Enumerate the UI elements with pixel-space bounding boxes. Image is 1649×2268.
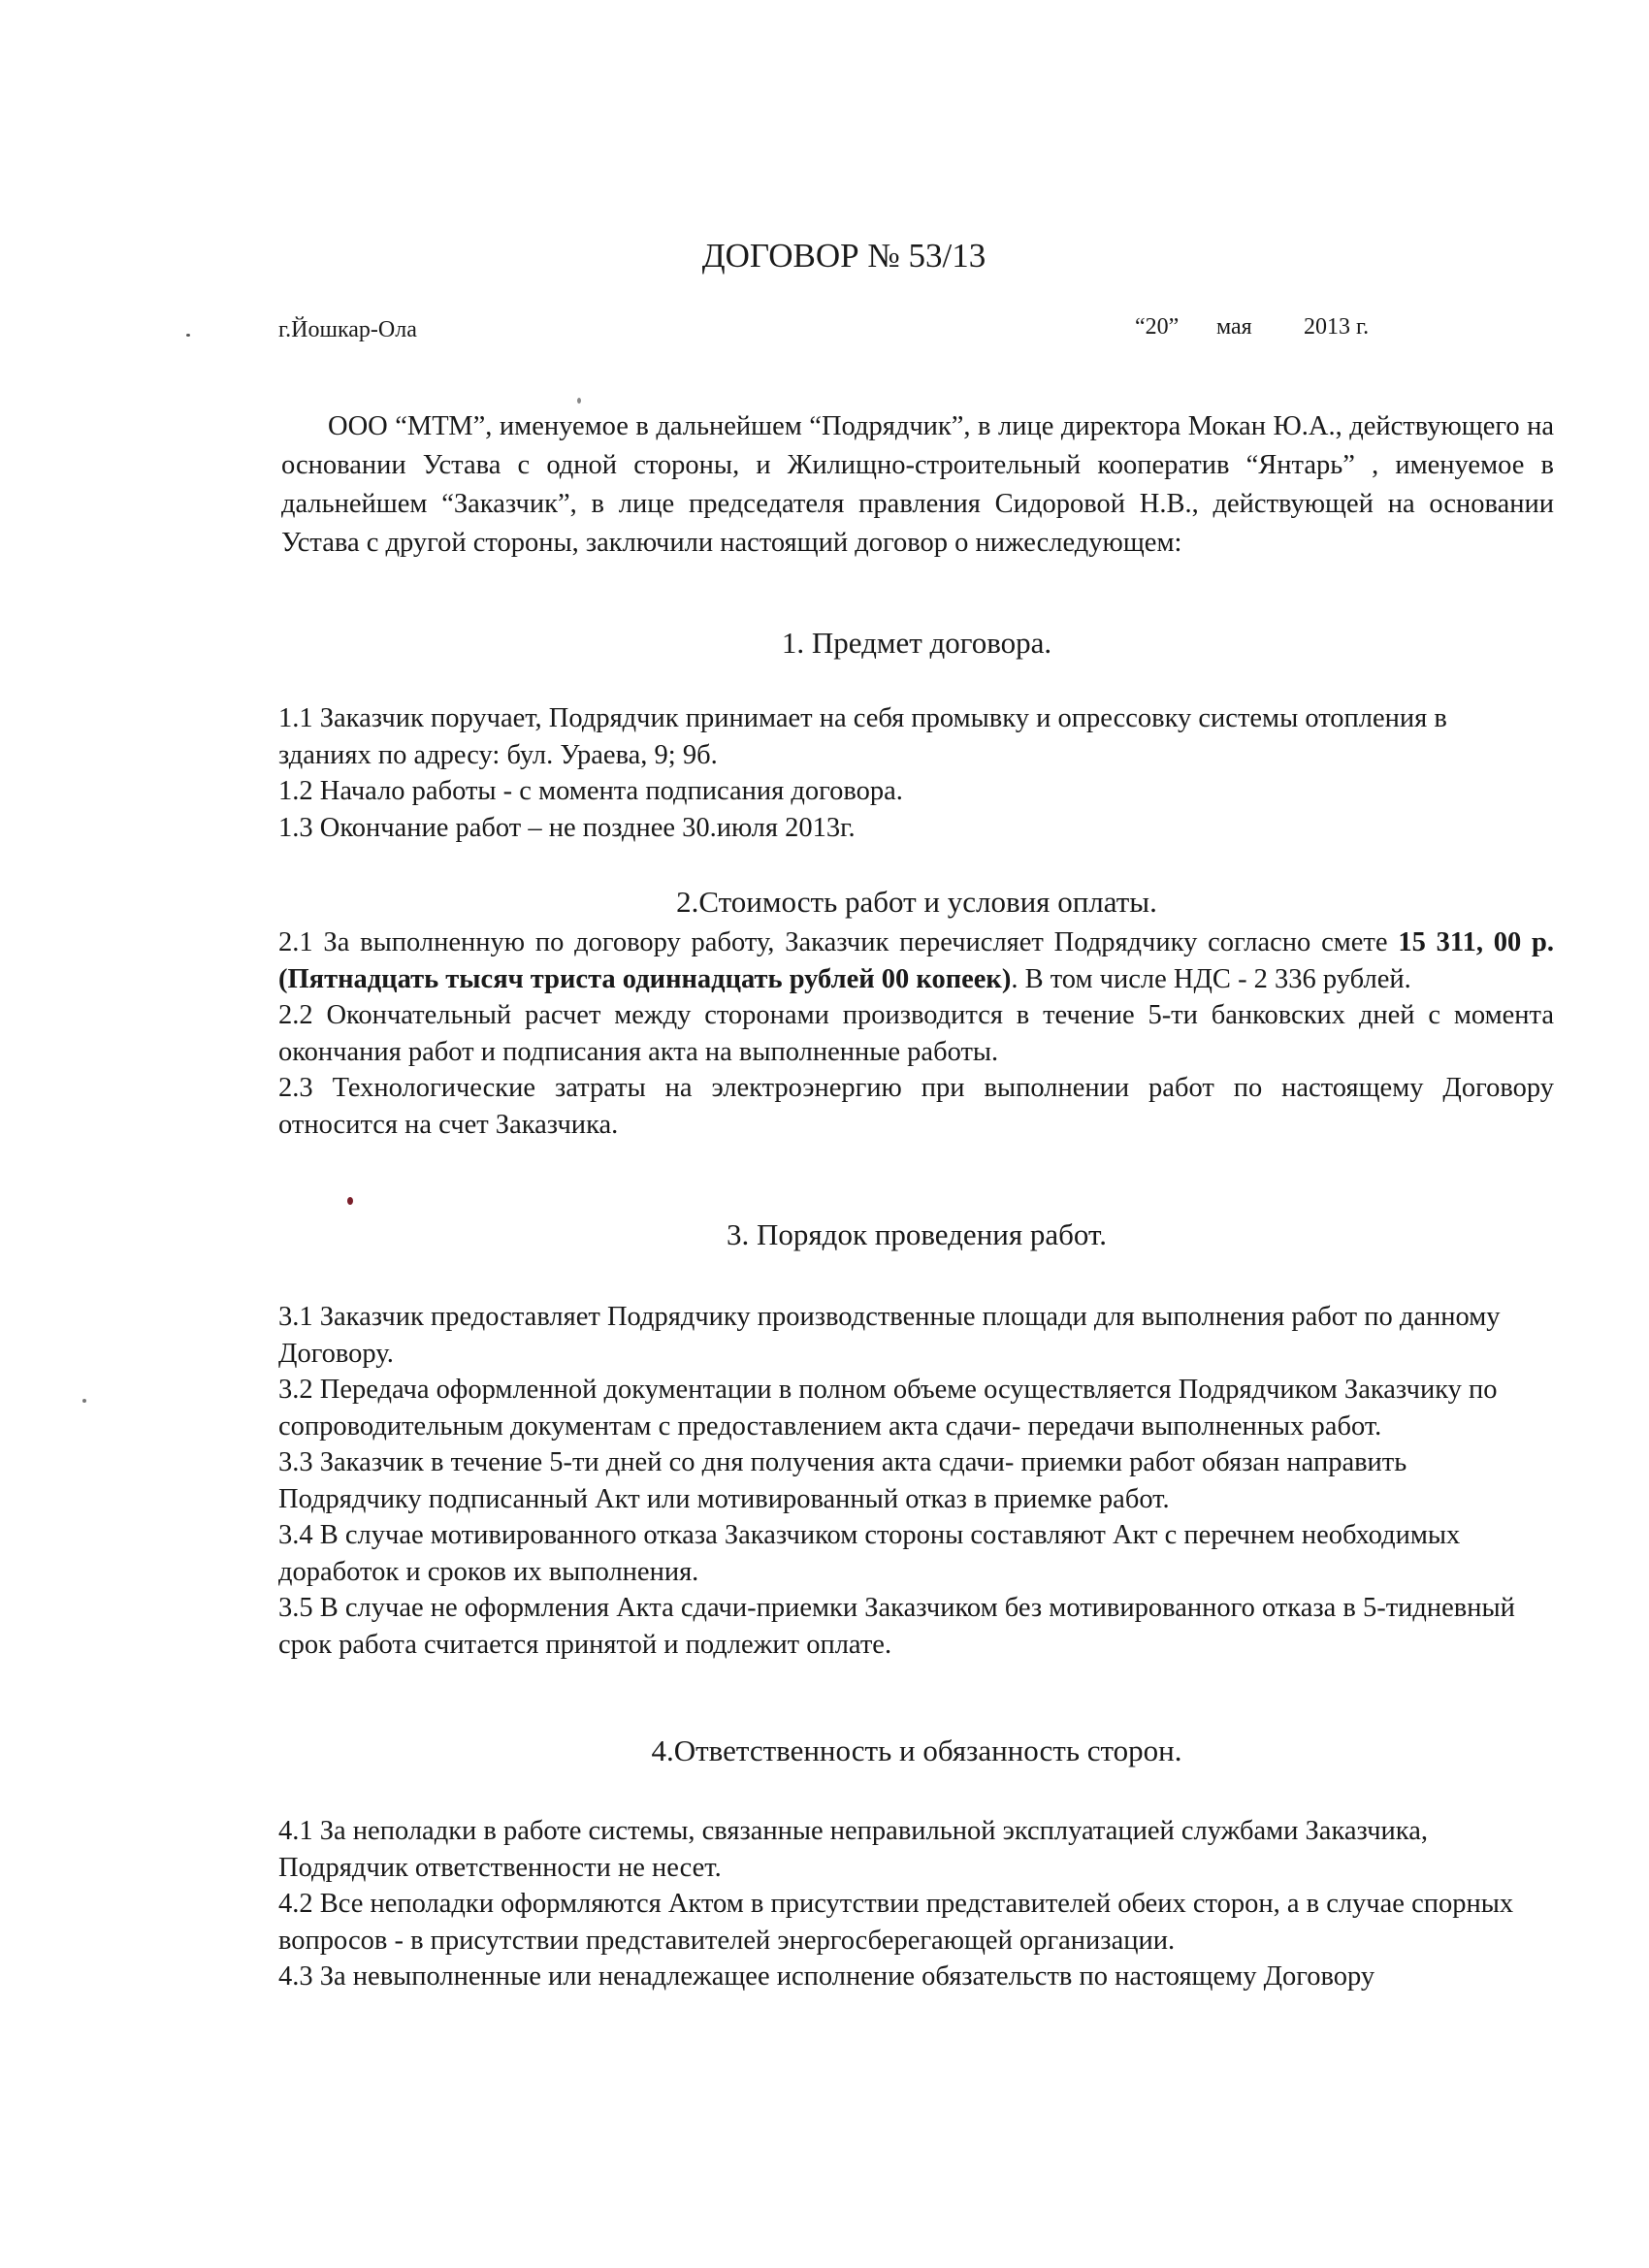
date-year: 2013 г. bbox=[1304, 314, 1370, 340]
clause-4-3: 4.3 За невыполненные или ненадлежащее исполнение обязательств по настоящему Договору bbox=[278, 1961, 1375, 1992]
clause-4-2: 4.2 Все неполадки оформляются Актом в присутствии представителей обеих сторон, а в случае спорных вопросов - в присутствии представителей энергосберегающей организации. bbox=[278, 1889, 1514, 1956]
section-4-title: 4.Ответственность и обязанность сторон. bbox=[651, 1733, 1182, 1767]
clause-2-1-tail: . В том числе НДС - 2 336 рублей. bbox=[1011, 963, 1411, 994]
section-1-body bbox=[278, 700, 1471, 846]
scan-speck bbox=[82, 1399, 86, 1403]
clause-1-3: 1.3 Окончание работ – не позднее 30.июля 2013г. bbox=[278, 812, 856, 843]
clause-1-1: 1.1 Заказчик поручает, Подрядчик принимает на себя промывку и опрессовку системы отопления в зданиях по адресу: бул. Ураева, 9; 9б. bbox=[278, 703, 1447, 770]
section-2-title: 2.Стоимость работ и условия оплаты. bbox=[676, 885, 1157, 919]
date-month: мая bbox=[1216, 314, 1252, 340]
clause-2-3: 2.3 Технологические затраты на электроэнергию при выполнении работ по настоящему Договору относится на счет Заказчика. bbox=[278, 1073, 1554, 1140]
clause-3-4: 3.4 В случае мотивированного отказа Заказчиком стороны составляют Акт с перечнем необходимых доработок и сроков их выполнения. bbox=[278, 1520, 1461, 1587]
contract-preamble: ООО “МТМ”, именуемое в дальнейшем “Подрядчик”, в лице директора Мокан Ю.А., действующего на основании Устава с одной стороны, и Жилищно-строительный кооператив “Янтарь” , именуемое в дальнейшем “Заказчик”, в лице председателя правления Сидоровой Н.В., действующей на основании Устава с другой стороны, заключили настоящий договор о нижеследующем: bbox=[281, 411, 1554, 558]
section-1-title: 1. Предмет договора. bbox=[781, 626, 1052, 660]
section-3-body bbox=[278, 1299, 1554, 1663]
clause-3-2: 3.2 Передача оформленной документации в полном объеме осуществляется Подрядчиком Заказчику по сопроводительным документам с предоставлением акта сдачи- передачи выполненных работ. bbox=[278, 1375, 1498, 1442]
scan-speck bbox=[347, 1197, 353, 1205]
scan-speck bbox=[577, 398, 581, 404]
clause-3-3: 3.3 Заказчик в течение 5-ти дней со дня получения акта сдачи- приемки работ обязан направить Подрядчику подписанный Акт или мотивированный отказ в приемке работ. bbox=[278, 1447, 1407, 1514]
clause-2-1-lead: 2.1 За выполненную по договору работу, Заказчик перечисляет Подрядчику согласно смете bbox=[278, 927, 1388, 957]
clause-2-2: 2.2 Окончательный расчет между сторонами производится в течение 5-ти банковских дней с момента окончания работ и подписания акта на выполненные работы. bbox=[278, 1000, 1554, 1067]
clause-4-1: 4.1 За неполадки в работе системы, связанные неправильной эксплуатацией службами Заказчика, Подрядчик ответственности не несет. bbox=[278, 1816, 1428, 1883]
date-day: “20” bbox=[1135, 314, 1180, 340]
clause-3-5: 3.5 В случае не оформления Акта сдачи-приемки Заказчиком без мотивированного отказа в 5-тидневный срок работа считается принятой и подлежит оплате. bbox=[278, 1593, 1515, 1660]
section-4-body bbox=[278, 1813, 1559, 1995]
clause-1-2: 1.2 Начало работы - с момента подписания договора. bbox=[278, 776, 903, 806]
section-3-title: 3. Порядок проведения работ. bbox=[727, 1217, 1107, 1251]
clause-2-1 bbox=[278, 924, 1554, 997]
contract-city: г.Йошкар-Ола bbox=[278, 317, 417, 342]
scan-speck bbox=[186, 334, 190, 337]
section-2-body bbox=[278, 924, 1554, 1143]
contract-amount: 15 311, 00 р. (Пятнадцать тысяч триста одиннадцать рублей 00 копеек) bbox=[278, 927, 1555, 994]
contract-date bbox=[1135, 314, 1369, 340]
clause-3-1: 3.1 Заказчик предоставляет Подрядчику производственные площади для выполнения работ по данному Договору. bbox=[278, 1302, 1501, 1369]
contract-title: ДОГОВОР № 53/13 bbox=[701, 237, 986, 275]
